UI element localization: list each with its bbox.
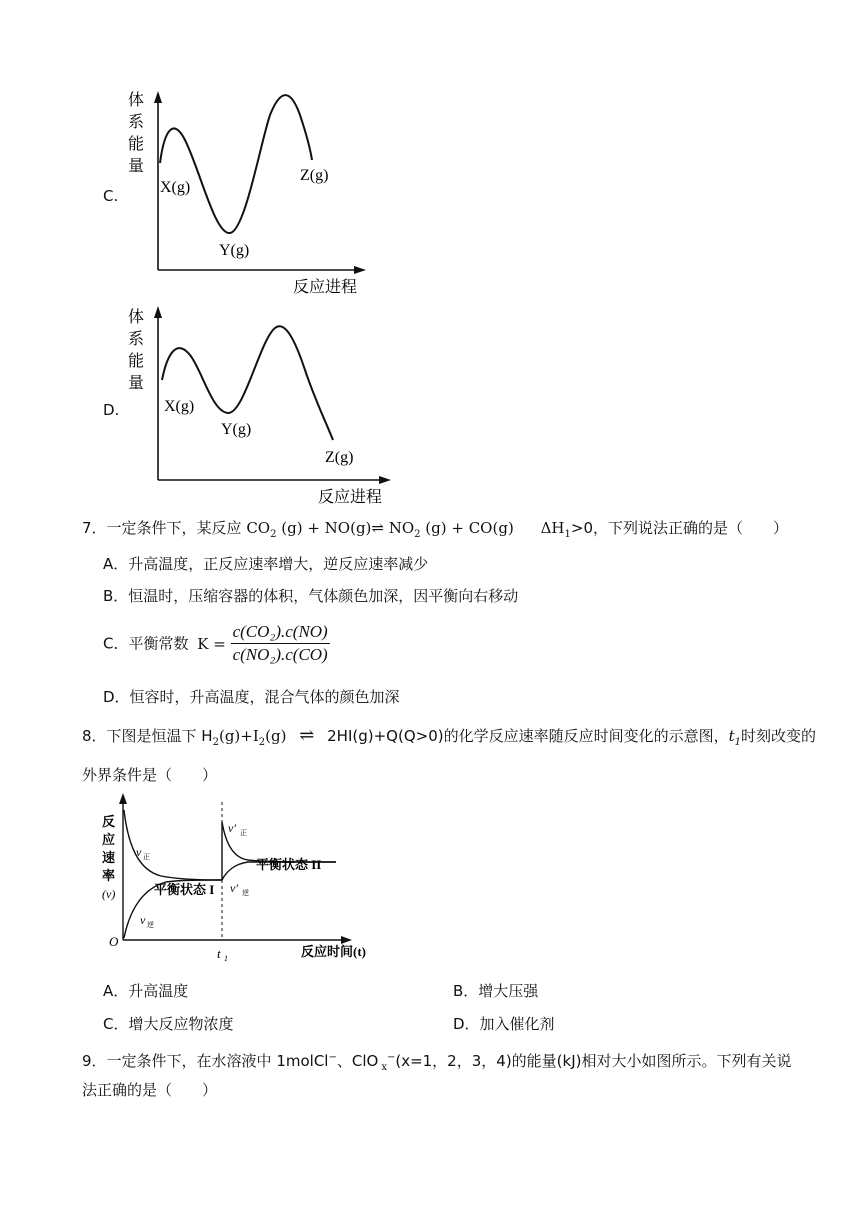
q6-option-d-diagram [120, 300, 400, 512]
q7-option-d[interactable]: D．恒容时，升高温度，混合气体的颜色加深 [103, 688, 400, 706]
ylabel-char-3: 速 [102, 850, 116, 865]
x-species-label: X(g) [160, 179, 191, 196]
q8-option-a[interactable]: A．升高温度 [103, 982, 189, 1000]
ylabel-char-2: 应 [102, 832, 116, 847]
state2-label: 平衡状态 II [256, 857, 322, 872]
v-reverse-label: v [140, 913, 146, 927]
energy-curve [160, 95, 312, 233]
equilibrium-constant-fraction: $\frac{\text{c(CO₂).c(NO)}}{\text{c(NO₂).c(CO)}}$ [232, 622, 328, 664]
y-axis-arrow [154, 306, 162, 318]
q7-option-b[interactable]: B．恒温时，压缩容器的体积，气体颜色加深，因平衡向右移动 [103, 587, 519, 605]
z-species-label: Z(g) [325, 449, 354, 466]
q8-option-b[interactable]: B．增大压强 [453, 982, 539, 1000]
q9-stem-line1: 9．一定条件下，在水溶液中 1molCl−、ClO $_x$−(x=1，2，3，4)的能量(kJ)相对大小如图所示。下列有关说 [82, 1052, 792, 1073]
y-species-label: Y(g) [219, 242, 250, 259]
x-axis-arrow [341, 936, 352, 944]
y-axis-arrow [154, 91, 162, 103]
y-species-label: Y(g) [221, 421, 252, 438]
ylabel-char-4: 率 [102, 868, 116, 883]
v-reverse2-sub: 逆 [242, 889, 249, 897]
v-forward2-sub: 正 [240, 829, 247, 837]
ylabel-char-4: 量 [128, 158, 145, 175]
ylabel-char-3: 能 [128, 136, 145, 153]
v-forward2-label: v′ [228, 821, 236, 835]
q7-option-c[interactable]: C．平衡常数 K = $\frac{\text{c(CO₂).c(NO)}}{\text{c(NO₂).c(CO)}}$ [103, 622, 328, 664]
ylabel-char-1: 体 [128, 90, 145, 109]
x-axis-arrow [379, 476, 391, 484]
q8-stem-line1: 8．下图是恒温下 $H_2(g)+I_2(g)$ ⇌ 2HI(g)+Q(Q>0)的化学反应速率随反应时间变化的示意图，$t_1$时刻改变的 [82, 725, 817, 748]
v-forward2-curve [222, 822, 336, 862]
ylabel-char-2: 系 [128, 331, 145, 348]
ylabel-char-3: 能 [128, 353, 145, 370]
q7-stem: 7．一定条件下，某反应 $CO_2$ (g) + NO(g)⇌ $NO_2$ (g) + CO(g) $\Delta H_1>0$，下列说法正确的是（ ） [82, 519, 788, 540]
y-axis-arrow [119, 793, 127, 804]
x-axis-arrow [354, 266, 366, 274]
origin-label: O [109, 934, 119, 949]
z-species-label: Z(g) [300, 167, 329, 184]
q9-stem-line2: 法正确的是（ ） [82, 1081, 218, 1099]
v-reverse-sub: 逆 [147, 921, 154, 929]
v-reverse2-label: v′ [230, 881, 238, 895]
q6-option-c-letter: C. [103, 187, 119, 205]
ylabel-char-2: 系 [128, 114, 145, 131]
q8-stem-line2: 外界条件是（ ） [82, 766, 218, 784]
q8-option-c[interactable]: C．增大反应物浓度 [103, 1015, 234, 1033]
q8-rate-time-diagram [96, 790, 386, 970]
v-forward-label: v [136, 845, 142, 859]
v-forward-sub: 正 [143, 853, 150, 861]
xlabel: 反应时间(t) [301, 944, 366, 959]
xlabel: 反应进程 [293, 279, 358, 296]
state1-label: 平衡状态 I [154, 882, 215, 897]
q8-option-d[interactable]: D．加入催化剂 [453, 1015, 555, 1033]
t1-label: t [217, 946, 221, 961]
q6-option-d-letter: D. [103, 401, 120, 419]
ylabel-char-1: 反 [102, 814, 116, 829]
ylabel-char-1: 体 [128, 309, 145, 326]
ylabel-char-4: 量 [128, 375, 145, 392]
x-species-label: X(g) [164, 398, 195, 415]
q6-option-c-diagram [120, 85, 380, 300]
ylabel-char-5: (v) [102, 887, 116, 901]
q7-option-a[interactable]: A．升高温度，正反应速率增大，逆反应速率减少 [103, 555, 429, 573]
t1-sub: 1 [224, 954, 228, 963]
xlabel: 反应进程 [318, 489, 383, 506]
